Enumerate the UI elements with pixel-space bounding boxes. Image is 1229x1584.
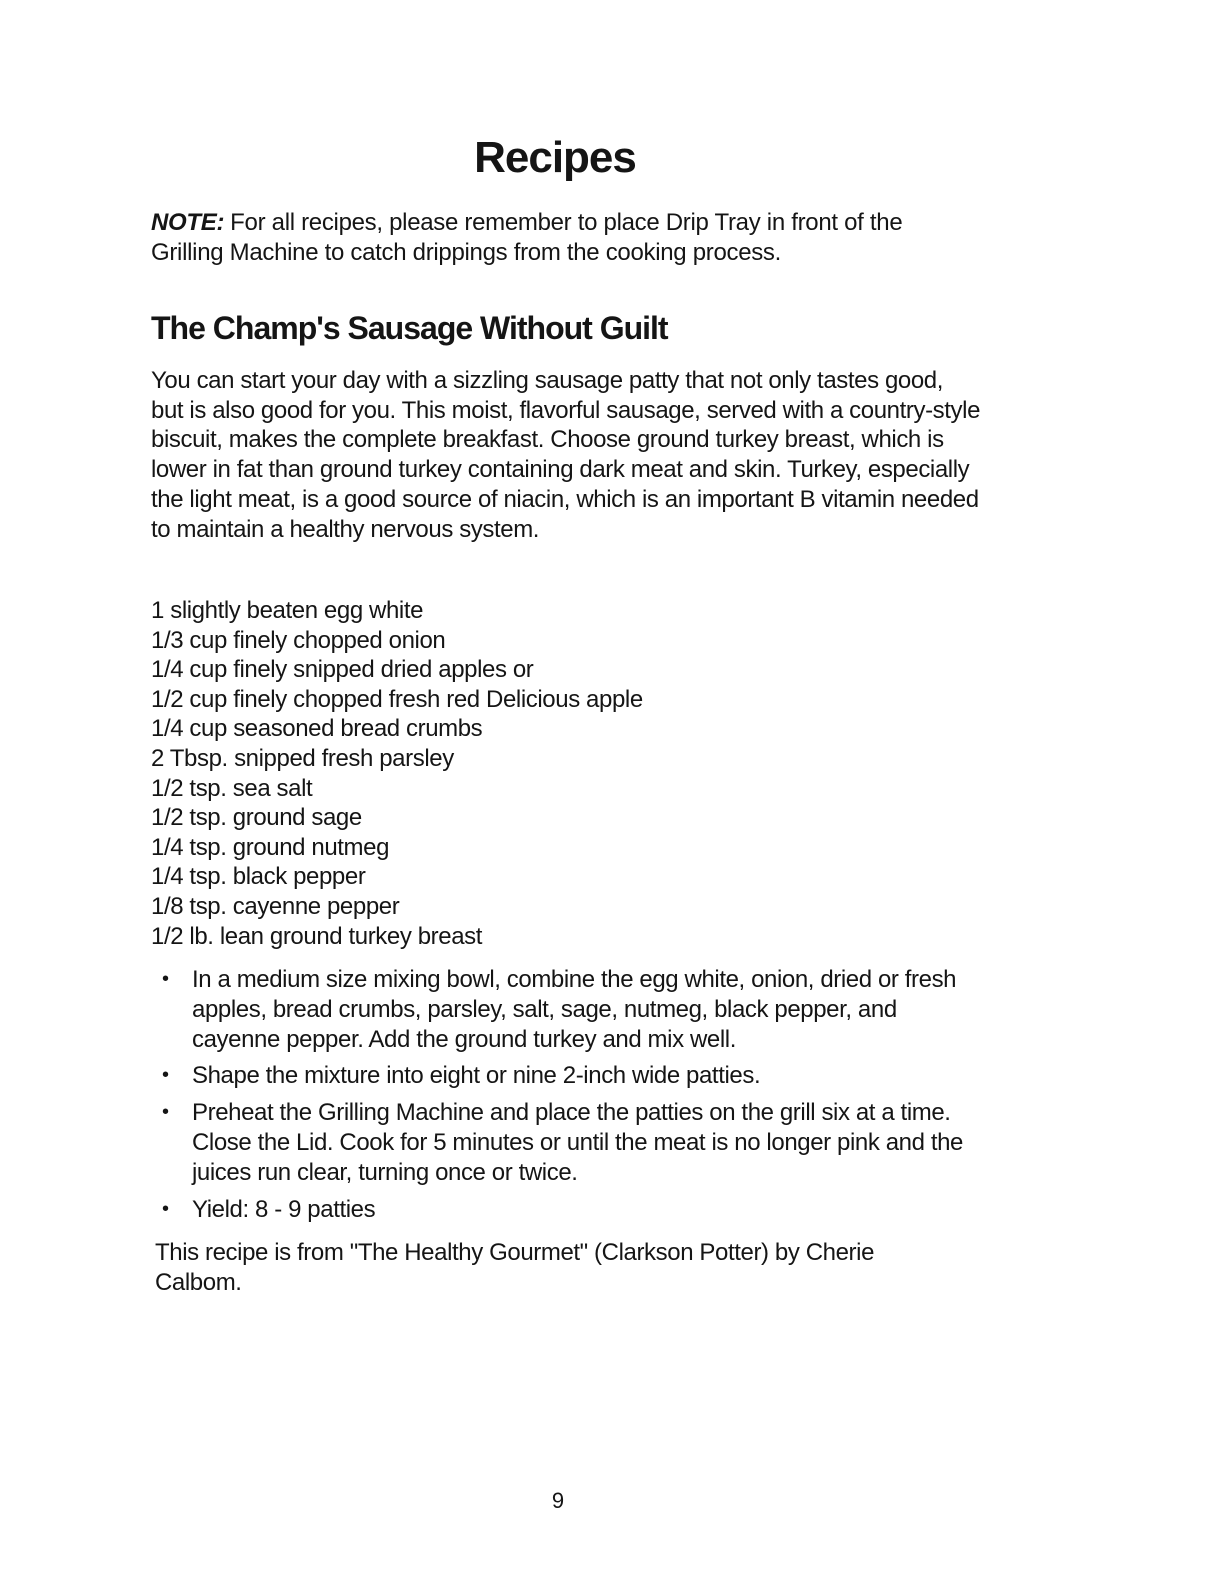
ingredient-item: 1/2 lb. lean ground turkey breast [151,922,483,950]
bullet-icon: • [162,1101,169,1124]
ingredient-item: 1/8 tsp. cayenne pepper [151,892,400,920]
ingredient-item: 1/3 cup finely chopped onion [151,626,446,654]
ingredient-item: 1/4 tsp. black pepper [151,863,366,891]
ingredient-list [151,596,643,951]
ingredient-item: 1/2 tsp. ground sage [151,804,362,832]
ingredient-item: 1/2 cup finely chopped fresh red Delicious apple [151,685,643,713]
ingredient-item: 1/4 tsp. ground nutmeg [151,833,390,861]
yield-text: Yield: 8 - 9 patties [192,1195,376,1223]
recipe-intro: You can start your day with a sizzling sausage patty that not only tastes good, but is also good for you. This moist, flavorful sausage, served with a country-style biscuit, makes the complete breakfast. Choose ground turkey breast, which is lower in fat than ground turkey containing dark meat and skin. Turkey, especially the light meat, is a good source of niacin, which is an important B vitamin needed to maintain a healthy nervous system. [151,367,981,543]
page-number: 9 [551,1488,565,1513]
bullet-icon: • [162,1064,169,1087]
instruction-text: Preheat the Grilling Machine and place the patties on the grill six at a time. Close the Lid. Cook for 5 minutes or until the meat is no longer pink and the juices run clear, turning once or twice. [192,1099,963,1186]
bullet-icon: • [162,968,169,990]
ingredient-item: 2 Tbsp. snipped fresh parsley [151,744,454,772]
instruction-step [162,1195,982,1225]
recipe-title: The Champ's Sausage Without Guilt [151,310,668,346]
ingredient-item: 1 slightly beaten egg white [151,597,424,624]
page-title: Recipes [474,133,636,182]
instruction-list [162,965,982,1231]
ingredient-item: 1/4 cup seasoned bread crumbs [151,715,483,743]
note-text: For all recipes, please remember to place Drip Tray in front of the Grilling Machine to catch drippings from the cooking process. [151,209,903,266]
ingredient-item: 1/4 cup finely snipped dried apples or [151,656,534,684]
bullet-icon: • [162,1197,169,1220]
instruction-step [162,965,982,1054]
instruction-step [162,1061,982,1091]
instruction-step [162,1098,982,1187]
recipe-source: This recipe is from "The Healthy Gourmet" (Clarkson Potter) by Cherie Calbom. [155,1239,875,1296]
ingredient-item: 1/2 tsp. sea salt [151,774,313,802]
instruction-text: In a medium size mixing bowl, combine the egg white, onion, dried or fresh apples, bread crumbs, parsley, salt, sage, nutmeg, black pepper, and cayenne pepper. Add the ground turkey and mix well. [192,966,957,1053]
instruction-text: Shape the mixture into eight or nine 2-inch wide patties. [192,1062,761,1090]
note-label: NOTE: [151,209,225,236]
note-paragraph [151,208,981,268]
